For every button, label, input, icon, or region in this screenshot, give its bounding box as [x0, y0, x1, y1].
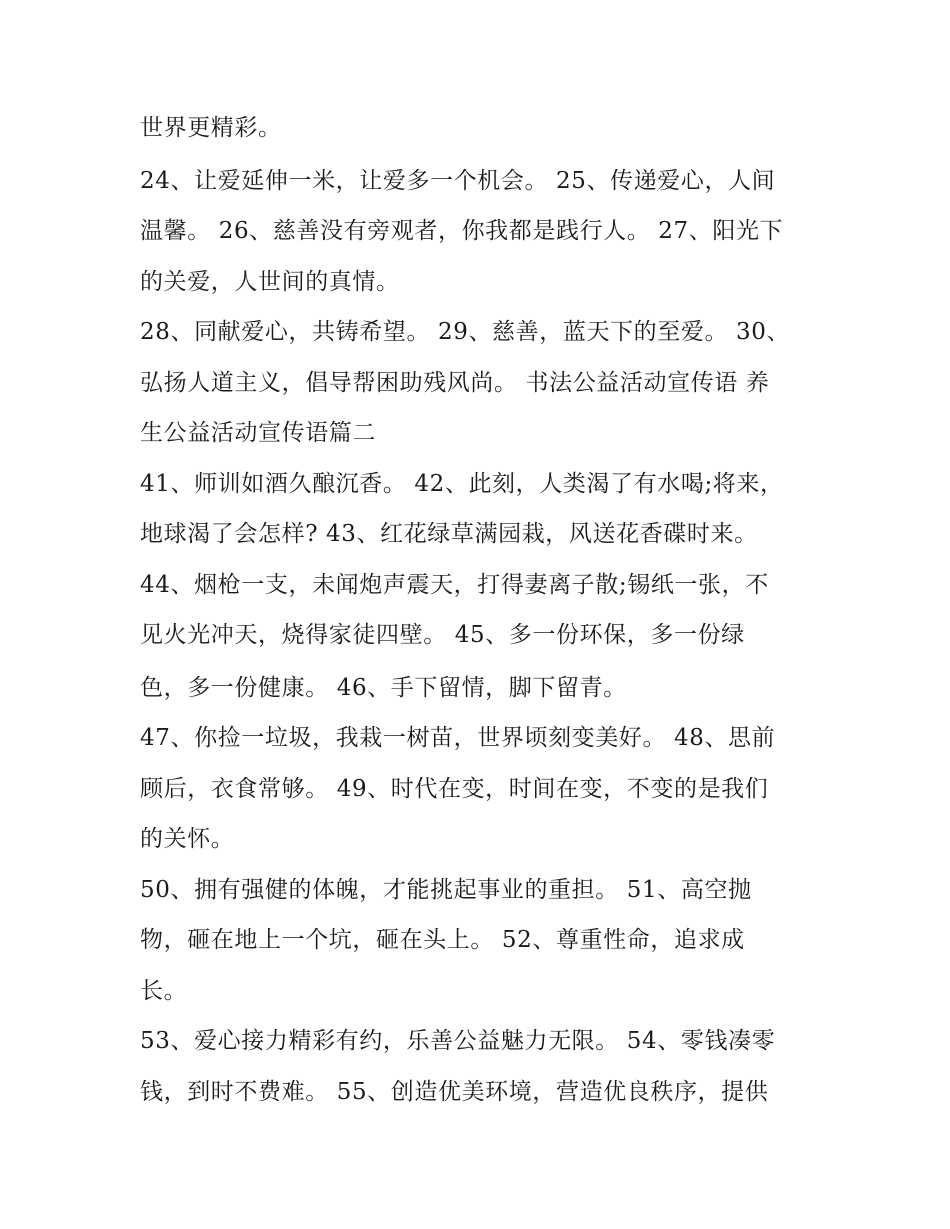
- text-line: 物，砸在地上一个坑，砸在头上。 52、尊重性命，追求成: [140, 927, 745, 953]
- text-line: 顾后，衣食常够。 49、时代在变，时间在变，不变的是我们: [140, 776, 769, 802]
- text-line: 地球渴了会怎样? 43、红花绿草满园栽，风送花香碟时来。: [140, 521, 758, 547]
- text-line: 长。: [140, 978, 188, 1004]
- text-line: 的关爱，人世间的真情。: [140, 269, 400, 295]
- text-line: 世界更精彩。: [140, 115, 282, 141]
- text-line: 生公益活动宣传语篇二: [140, 420, 376, 446]
- text-line: 弘扬人道主义，倡导帮困助残风尚。 书法公益活动宣传语 养: [140, 370, 770, 396]
- text-line: 44、烟枪一支，未闻炮声震天，打得妻离子散;锡纸一张，不: [140, 572, 769, 598]
- text-line: 钱，到时不费难。 55、创造优美环境，营造优良秩序，提供: [140, 1079, 769, 1105]
- text-line: 的关怀。: [140, 826, 235, 852]
- text-line: 47、你捡一垃圾，我栽一树苗，世界顷刻变美好。 48、思前: [140, 725, 776, 751]
- text-line: 53、爱心接力精彩有约，乐善公益魅力无限。 54、零钱凑零: [140, 1028, 776, 1054]
- text-line: 见火光冲天，烧得家徒四壁。 45、多一份环保，多一份绿: [140, 622, 745, 648]
- text-line: 41、师训如酒久酿沉香。 42、此刻，人类渴了有水喝;将来，: [140, 471, 784, 497]
- text-line: 温馨。 26、慈善没有旁观者，你我都是践行人。 27、阳光下: [140, 218, 784, 244]
- text-line: 28、同献爱心，共铸希望。 29、慈善，蓝天下的至爱。 30、: [140, 319, 791, 345]
- text-line: 24、让爱延伸一米，让爱多一个机会。 25、传递爱心，人间: [140, 168, 776, 194]
- text-line: 色，多一份健康。 46、手下留情，脚下留青。: [140, 675, 627, 701]
- text-line: 50、拥有强健的体魄，才能挑起事业的重担。 51、高空抛: [140, 877, 752, 903]
